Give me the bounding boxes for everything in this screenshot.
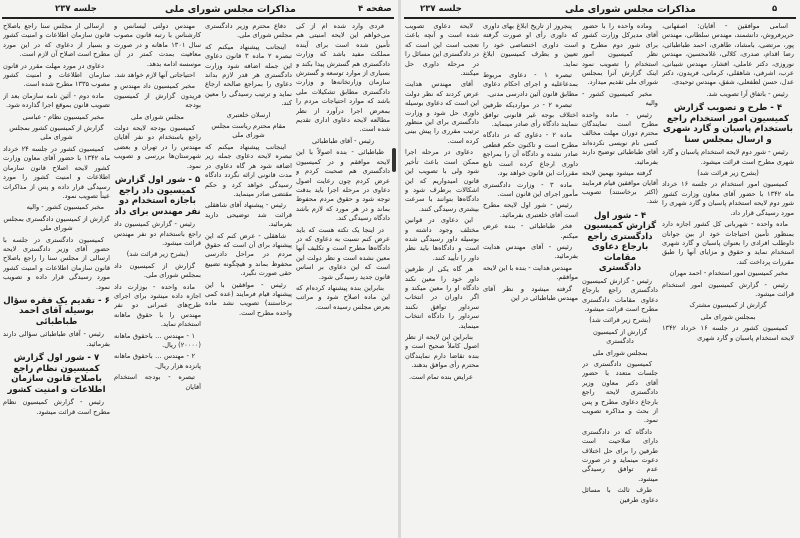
paragraph: فردی وارد شده ام از کی می‌خواهم این لایحه امنیتی هم تأمین شده است برای آینده مملکت مفید باشد که وزارت دادگستری هم گسترش پیدا بکند و بسیاری از موارد توسعه و گسترش سازمان وزارتخانه‌ها و وزارت دادگستری مطابق تشکیلات ملی باشد که موارد احتیاجات مردم را بمعرض اجرا درآورد از نظر مطالعه لایحه دعاوی اداری تقدیم شده است. [296, 22, 390, 134]
paragraph: گزارش از کمیسیون کشور بمجلس شورای ملی [9, 124, 104, 142]
column-4 [3, 22, 110, 534]
section-heading: ۴ - شور اول گزارش کمیسیون دادگستری راجع بارجاع دعاوی مقامات دادگستری [583, 210, 657, 274]
header-rule [2, 17, 394, 19]
paragraph: مخبر کمیسیون کشور - والیه [26, 203, 104, 212]
paragraph: اینجانب پیشنهاد میکنم که تبصره ۲ ماده ۳ قانون دعاوی این جمله اضافه شود وزارت دادگستری هر قدر لازم بداند دعاوی را بمراجع صالحه ارجاع نماید و ترتیب رسیدگی را معین کند. [205, 42, 292, 108]
paragraph: تبصره - بودجه استخدام آقایان [114, 373, 201, 391]
paragraph: کمیسیون بودجه لایحه دولت راجع باستخدام دو نفر آقایان مهندس را در تهران و بعضی شهرستان‌ها بررسی و تصویب نمود. [114, 124, 201, 170]
paragraph: (بشرح زیر قرائت شد) [589, 316, 651, 325]
paragraph: کمیسیون امور استخدام در جلسه ۱۶ خرداد ماه ۱۳۴۲ با حضور آقای معاون وزارت کشور شور دوم لایحه استخدام پاسبان و گارد شهری را مورد رسیدگی قرار داد. [662, 180, 794, 217]
paragraph: رئیس - آقای مهندس هدایت بفرمائید. [483, 242, 578, 261]
paragraph: رئیس - ماده واحده مطرح است نمایندگان محترم دوران مهلت مخالف کسی نام نویسی نکرده‌اند آقای طباطبائی توضیح دارند بفرمائید. [582, 110, 658, 166]
paragraph: رئیس - گزارش کمیسیون دادگستری راجع بارجاع دعاوی مقامات دادگستری مطرح است قرائت میشود. [582, 276, 658, 313]
paragraph: گزارش از کمیسیون دادگستری بمجلس شورای ملی [3, 214, 110, 233]
paragraph: اسامی موافقین - آقایان: اصفهانی، حریرفروش، دانشمند، مهندس سلطانی، مهندس پور، مرتضی، بامشاد، طاهری، احمد طباطبائی، رضا اقدام، صدری، کلالی، غلامحسین، مهندس نوروزی، دکتر عاملی، افشار، مهندس شیبانی، عرب، اشرفی، شاهقلی، کرمانی، فریدون، دکتر عدل، حسن لطفعلی، شفق، مهندس توحیدی. [662, 22, 794, 87]
binding-mark [392, 148, 396, 172]
page-title: مذاکرات مجلس شورای ملی [165, 4, 296, 15]
paragraph: رئیس - آقای طباطبائی سؤالی دارند بفرمائید. [3, 330, 110, 348]
paragraph: این دعاوی در قوانین مختلف وجود داشته و بوسیله داور رسیدگی شده است و دادگاه‌ها باید نظر داور را تأیید کنند. [405, 216, 479, 262]
paragraph: دعاوی در مرحله اجرا ممکن است باعث تأخیر شود ولی با تصویب این قانون امیدواریم که این اشکالات برطرف شود و دادگاه‌ها بتوانند با سرعت بیشتری رسیدگی کنند. [405, 148, 479, 213]
paragraph: گزارش از کمیسیون مشترک [689, 301, 767, 310]
paragraph: مخبر کمیسیون امور استخدام - احمد مهران [669, 269, 788, 278]
paragraph: ماده واحده - شهربانی کل کشور اجازه دارد بمنظور تأمین احتیاجات خود از بین جوانان داوطلب افرادی را بعنوان پاسبان و گارد شهری استخدام نماید و حقوق و مزایای آنها را طبق مقررات پرداخت کند. [662, 220, 794, 266]
column-4 [405, 22, 479, 534]
paragraph: (بشرح زیر قرائت شد) [126, 250, 189, 259]
paragraph: عرایض بنده تمام است. [408, 372, 473, 381]
paragraph: مخبر کمیسیون داد مهندس و فریدون گزارش از کمیسیون بودجه [114, 82, 201, 110]
paragraph: رئیس - گزارش کمیسیون نظام مطرح است قرائت میشود. [3, 398, 110, 416]
paragraph: شاهقلی - عرض کنم که این پیشنهاد برای آن است که حقوق مردم در مراحل دادرسی محفوظ بماند و هیچگونه تضییع حقی صورت نگیرد. [205, 231, 292, 278]
paragraph: مهندس هدایت - بنده با این لایحه موافقم. [483, 263, 578, 282]
right-page [400, 0, 800, 538]
page-number: صفحه ۴ [358, 4, 392, 14]
paragraph: بمجلس شورای ملی [592, 348, 648, 357]
section-heading: ۶ - تقدیم یک فقره سؤال بوسیله آقای احمد طباطبائی [3, 295, 110, 327]
paragraph: رئیس - گزارش کمیسیون امور استخدام قرائت میشود. [662, 280, 794, 298]
section-heading: ۴ - طرح و تصویب گزارش کمیسیون امور استخدام راجع باستخدام پاسبان و گارد شهری و ارسال بمجلس سنا [662, 103, 794, 145]
paragraph: بمجلس شورای ملی [700, 312, 756, 321]
paragraph: بنابراین این لایحه از نظر اصول کاملاً صحیح است و بنده تقاضا دارم نمایندگان محترم رأی موافق بدهند. [405, 333, 479, 370]
section-heading: ۵ - شور اول گزارش کمیسیون داد راجع باجازه استخدام دو نفر مهندس برای داد [114, 175, 201, 217]
paragraph: فخر طباطبائی - بنده عرض میکنم. [483, 222, 578, 240]
paragraph: گزارش از کمیسیون داد بمجلس شورای ملی. [114, 261, 201, 280]
paragraph: بنابراین بنده پیشنهاد کرده‌ام که این ماده اصلاح شود و مراتب بعرض مجلس رسیده است. [296, 283, 390, 311]
paragraph: ارسالی از مجلس سنا راجع باصلاح قانون سازمان اطلاعات و امنیت کشور و بسیار از دعاوی که در این مورد مطرح است اصلاح آن لازم است. [3, 22, 110, 59]
paragraph: گرفته میشود بهمین لایحه آقایان موافقین قیام فرمایند (اکثر برخاستند) تصویب شد. [582, 169, 658, 206]
paragraph: احتیاجاتی آنها لازم خواهد شد. [114, 71, 195, 80]
session-number: جلسه ۲۳۷ [420, 4, 462, 14]
paragraph: دعاوی در مورد مهلت مقرر در قانون سازمان اطلاعات و امنیت کشور مصوب ۱۳۳۵ مطرح شده است. [3, 61, 110, 89]
column-1 [662, 22, 794, 534]
paragraph: رئیس - شور دوم لایحه استخدام پاسبان و گارد شهری مطرح است قرائت میشود. [662, 148, 794, 166]
paragraph: ماده دوم - آئین نامه سازمان بعد از تصویب قانون بموقع اجرا گذارده شود. [3, 91, 110, 110]
paragraph: مهندس دولتی لیسانس و کارشناس با رتبه قانون مصوب سال ۱۳۰۱ ماهانه و در صورت معافیت بمدت کمتر در آن موسسه ادامه بدهد. [114, 22, 201, 68]
paragraph: ارسلان خلعتبری [226, 110, 271, 119]
session-number: جلسه ۲۳۷ [55, 4, 97, 14]
paragraph: رئیس - پیشنهاد آقای شاهقلی قرائت شد توضیحی دارید بفرمائید. [205, 201, 292, 229]
paragraph: آقای مهندس هدایت عرض کردند که نظر دولت این است که دعاوی بوسیله داوری حل شود و وزارت دادگستری برای این منظور ترتیب مقرری را پیش بینی کرده است. [405, 80, 479, 145]
paragraph: وماده واحده را با حضور آقای مدیرکل وزارت کشور برای شور دوم مطرح و نظر کمیسیون امور استخدام را تصویب نمود اینک گزارش آنرا بمجلس شورای ملی تقدیم میدارد. [582, 22, 658, 87]
paragraph: مجلس شورای ملی [131, 112, 184, 121]
paragraph: کمیسیون کشور در جلسه ۲۴ خرداد ماه ۱۳۴۲ با حضور آقای معاون وزارت کشور لایحه اصلاح قانون سازمان اطلاعات و امنیت کشور را مورد رسیدگی قرار داده و پس از مذاکرات عیناً تصویب نمود. [3, 144, 110, 200]
header-rule [404, 17, 796, 19]
paragraph: ماده ۳ - وزارت دادگستری مأمور اجرای این قانون است. [483, 180, 578, 198]
paragraph: رئیس - گزارش کمیسیون داد راجع باستخدام دو نفر مهندس قرائت میشود. [114, 220, 201, 247]
section-heading: ۷ - شور اول گزارش کمیسیون نظام راجع باصلاح قانون سازمان اطلاعات و امنیت کشور [7, 353, 106, 395]
paragraph: ۱ - مهندس ... باحقوق ماهانه (۲۰۰۰۰) ریال. [114, 331, 201, 349]
paragraph: هر گاه یکی از طرفین داور خود را معین نکند دادگاه او را معین میکند و اگر داوران در انتخاب سرداور توافق نکنند سرداور را دادگاه انتخاب مینماید. [405, 265, 479, 330]
page-number: ۵ [772, 4, 778, 14]
page-title: مذاکرات مجلس شورای ملی [565, 4, 696, 15]
paragraph: گزارش از کمیسیون دادگستری [592, 327, 648, 346]
paragraph: تبصره ۱ - دعاوی مربوط بمدعاعلیه و اجرای احکام دعاوی مطابق قانون آئین دادرسی مدنی. [483, 71, 578, 98]
paragraph: دفاع محترم وزیر دادگستری مجلس شورای ملی. [205, 22, 292, 40]
paragraph: رئیس - آقای طباطبائی [311, 136, 375, 145]
paragraph: طرف ثالث با مسائل دعاوی طرفین [582, 486, 658, 504]
paragraph: در اینجا یک نکته هست که باید عرض کنم نسبت به دعاوی که در دادگاه‌ها مطرح است و تکلیف آنها معین نشده است و نظر دولت این است که این دعاوی بر اساس قانون جدید رسیدگی شود. [296, 225, 390, 281]
paragraph: اینجانب پیشنهاد میکنم که تبصره لایحه دعاوی جمله زیر اضافه شود هر گاه دعاوی در مدت قانونی ارائه نگردد دادگاه رسیدگی خواهد کرد و حکم مقتضی صادر مینماید. [205, 142, 292, 198]
paragraph: لایحه دعاوی تصویب شده است و آنچه باعث تعجب است این است که در دادگستری این مسائل را در مرحله داوری حل میکنند. [405, 22, 479, 78]
paragraph: تبصره ۲ - در مواردیکه طرفین اختلاف بوجه غیر قانونی توافق ننمایند دادگاه رأی صادر مینماید. [483, 101, 578, 129]
paragraph: ماده ۲ - دعاوی که در دادگاه مطرح است و تاکنون حکم قطعی صادر نشده و دادگاه آن را بمراجع داوری ارجاع کرده است تابع مقررات این قانون خواهد بود. [483, 131, 578, 178]
column-2 [205, 22, 292, 534]
column-3 [114, 22, 201, 534]
column-3 [483, 22, 578, 534]
paragraph: رئیس - شور اول لایحه مطرح است آقای خلعتبری بفرمائید. [483, 201, 578, 219]
paragraph: کمیسیون دادگستری در جلسات متعدد با حضور آقای دکتر معاون وزیر دادگستری لایحه راجع بارجاع دعاوی مطرح و پس از بحث و مذاکره تصویب نمود. [582, 359, 658, 425]
paragraph: ماده واحده - بوزارت داد اجازه داده میشود برای اجرای طرح‌های عمرانی دو نفر مهندس را با حقوق ماهانه استخدام نماید. [114, 282, 201, 329]
paragraph: ۲ - مهندس ... باحقوق ماهانه پانزده هزار ریال. [114, 352, 201, 370]
paragraph: رئیس - موافقین با این پیشنهاد قیام فرمایند (عده کمی برخاستند) تصویب نشد ماده واحده مطرح است. [205, 280, 292, 317]
paragraph: دادگاه که در دادگستری دارای صلاحیت است طرفین را برای حل اختلاف دعوت مینماید و در صورت عدم توافق رسیدگی میشود. [582, 427, 658, 483]
column-1 [296, 22, 390, 534]
paragraph: پنجروز از تاریخ ابلاغ بهای داوری که داوری رأی او صورت گرفته است داوری اختصاصی خود را تعیین و بطرف کمیسیون ابلاغ نماید. [483, 22, 578, 68]
paragraph: گرفته میشود و نظر آقای مهندس طباطبائی در این [483, 284, 578, 302]
paragraph: رئیس - باتفاق آرا تصویب شد. [706, 89, 788, 98]
paragraph: طباطبائی - بنده اصولاً با این لایحه موافقم و در کمیسیون دادگستری هم صحبت کردم و عرض کردم چون رعایت اصول دعاوی در مرحله اجرا باید بدقت توجه شود و حقوق مردم محفوظ بماند و در هر مورد که لازم باشد دادگاه رسیدگی کند. [296, 148, 390, 223]
column-2 [582, 22, 658, 534]
paragraph: مخبر کمیسیون نظام - عباسی [22, 112, 104, 121]
paragraph: (بشرح زیر قرائت شد) [697, 169, 759, 178]
paragraph: کمیسیون دادگستری در جلسه با حضور آقای وزیر دادگستری لایحه ارسالی از مجلس سنا را راجع باصلاح قانون سازمان اطلاعات و امنیت کشور مورد رسیدگی قرار داده و تصویب نمود. [3, 235, 110, 291]
paragraph: مقام محترم ریاست مجلس شورای ملی [211, 122, 286, 140]
paragraph: مخبر کمیسیون کشور - والیه [582, 89, 658, 108]
paragraph: کمیسیون کشور در جلسه ۱۶ خرداد ۱۳۴۲ لایحه استخدام پاسبان و گارد شهری [662, 324, 794, 342]
